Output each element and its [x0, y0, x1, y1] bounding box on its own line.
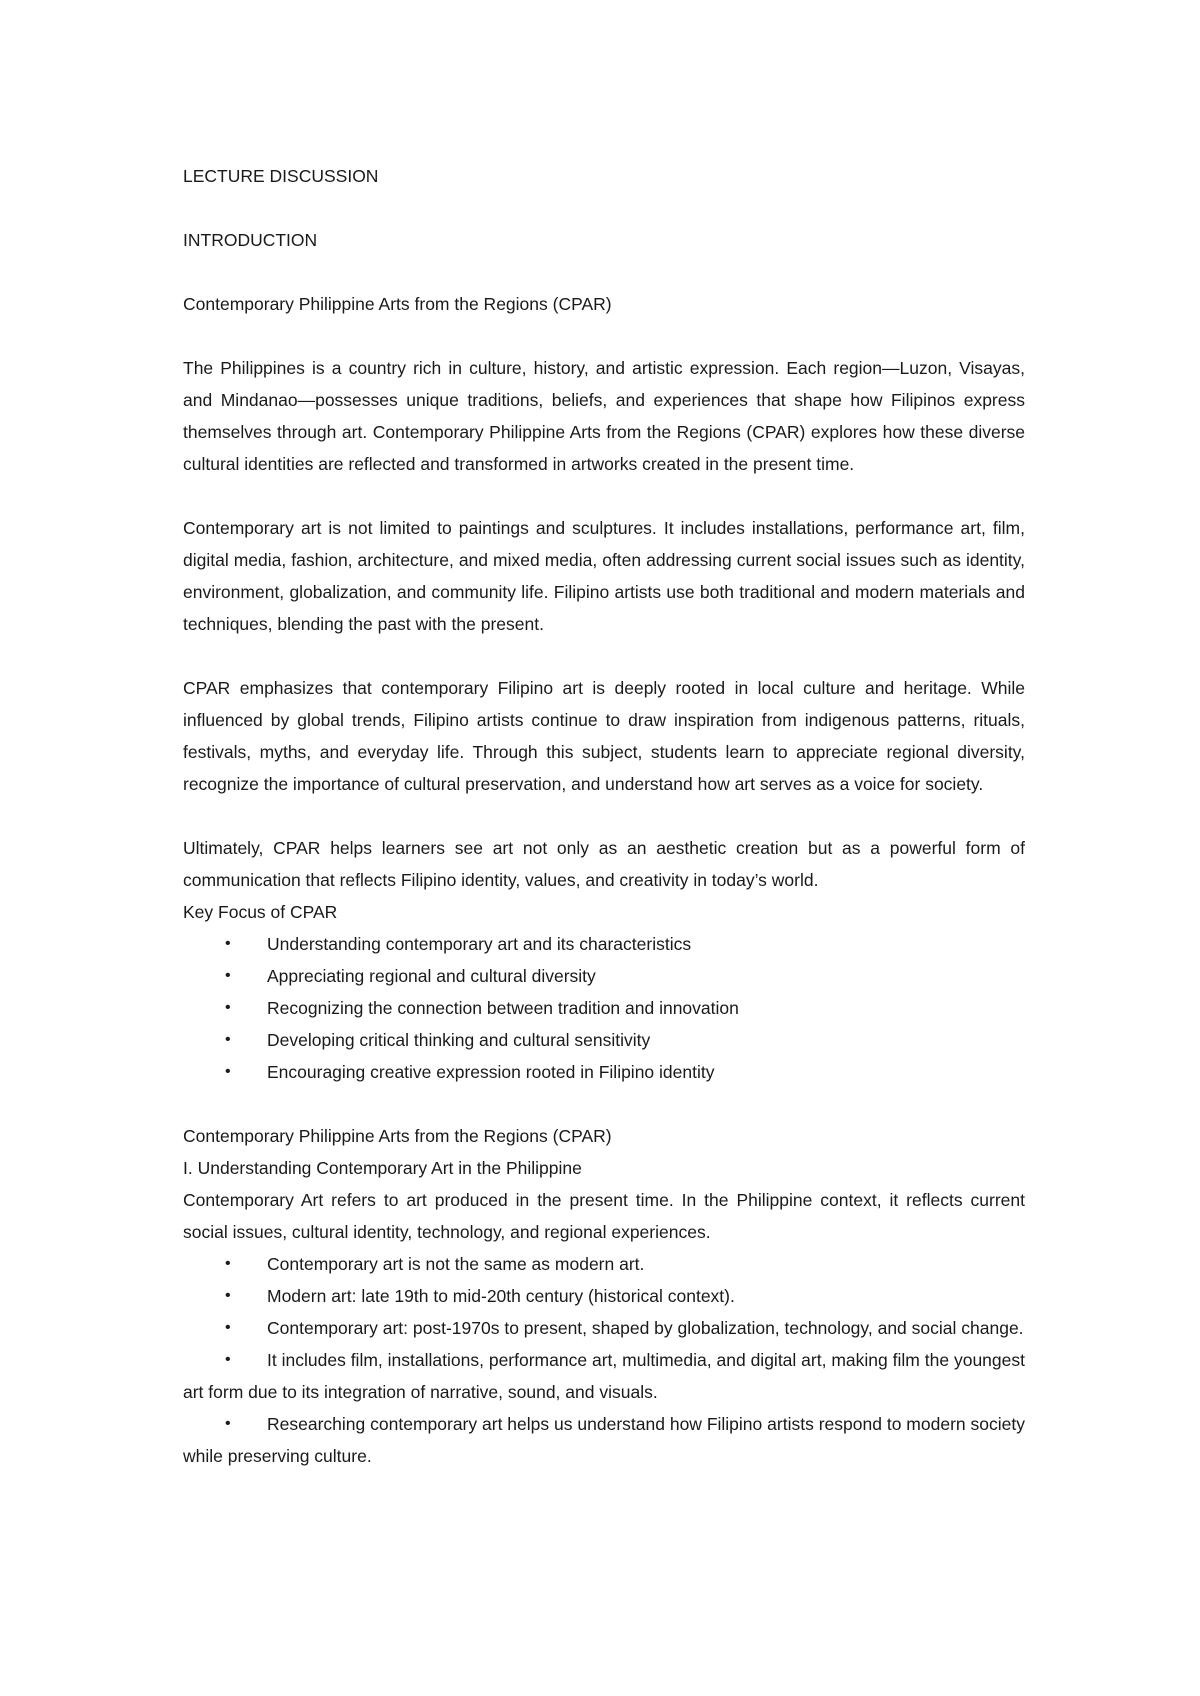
list-item: • Contemporary art: post-1970s to present, shaped by globalization, technology, and social change.: [183, 1312, 1025, 1344]
paragraph-cpar-emphasis: CPAR emphasizes that contemporary Filipino art is deeply rooted in local culture and heritage. While influenced by global trends, Filipino artists continue to draw inspiration from indigenous patterns, rituals, festivals, myths, and everyday life. Through this subject, students learn to appreciate regional diversity, recognize the importance of cultural preservation, and understand how art serves as a voice for society.: [183, 678, 1025, 794]
list-item: • Researching contemporary art helps us understand how Filipino artists respond to modern society while preserving culture.: [183, 1408, 1025, 1472]
bullet-icon: •: [225, 999, 231, 1016]
list-item: • Modern art: late 19th to mid-20th century (historical context).: [183, 1280, 1025, 1312]
list-item: • Appreciating regional and cultural diversity: [183, 960, 1025, 992]
list-item: • Contemporary art is not the same as modern art.: [183, 1248, 1025, 1280]
list-item: • Developing critical thinking and cultural sensitivity: [183, 1024, 1025, 1056]
key-focus-label: Key Focus of CPAR: [183, 902, 338, 922]
bullet-icon: •: [225, 1319, 231, 1336]
bullet-icon: •: [225, 1351, 231, 1368]
bullet-icon: •: [225, 1415, 231, 1432]
bullet-icon: •: [225, 1031, 231, 1048]
bullet-icon: •: [225, 1287, 231, 1304]
bullet-icon: •: [225, 967, 231, 984]
paragraph-ultimately: Ultimately, CPAR helps learners see art not only as an aesthetic creation but as a powerful form of communication that reflects Filipino identity, values, and creativity in today’s world.: [183, 838, 1025, 890]
section-subtitle: I. Understanding Contemporary Art in the Philippine: [183, 1158, 582, 1178]
paragraph-contemporary-art-forms: Contemporary art is not limited to paintings and sculptures. It includes installations, performance art, film, digital media, fashion, architecture, and mixed media, often addressing current social issues such as identity, environment, globalization, and community life. Filipino artists use both traditional and modern materials and techniques, blending the past with the present.: [183, 518, 1025, 634]
document-page: [183, 160, 1025, 1472]
cpar-title: Contemporary Philippine Arts from the Regions (CPAR): [183, 294, 612, 314]
bullet-icon: •: [225, 935, 231, 952]
section-title: Contemporary Philippine Arts from the Regions (CPAR): [183, 1126, 612, 1146]
list-item: • Recognizing the connection between tradition and innovation: [183, 992, 1025, 1024]
heading-introduction: INTRODUCTION: [183, 230, 318, 250]
bullet-icon: •: [225, 1063, 231, 1080]
list-item: • Understanding contemporary art and its characteristics: [183, 928, 1025, 960]
bullet-icon: •: [225, 1255, 231, 1272]
list-item: • It includes film, installations, performance art, multimedia, and digital art, making film the youngest art form due to its integration of narrative, sound, and visuals.: [183, 1344, 1025, 1408]
section-list: [183, 1248, 1025, 1472]
section-intro: Contemporary Art refers to art produced in the present time. In the Philippine context, it reflects current social issues, cultural identity, technology, and regional experiences.: [183, 1190, 1025, 1242]
heading-lecture-discussion: LECTURE DISCUSSION: [183, 166, 379, 186]
key-focus-list: [183, 928, 1025, 1088]
paragraph-philippines-culture: The Philippines is a country rich in culture, history, and artistic expression. Each region—Luzon, Visayas, and Mindanao—possesses unique traditions, beliefs, and experiences that shape how Filipinos express themselves through art. Contemporary Philippine Arts from the Regions (CPAR) explores how these diverse cultural identities are reflected and transformed in artworks created in the present time.: [183, 358, 1025, 474]
list-item: • Encouraging creative expression rooted in Filipino identity: [183, 1056, 1025, 1088]
